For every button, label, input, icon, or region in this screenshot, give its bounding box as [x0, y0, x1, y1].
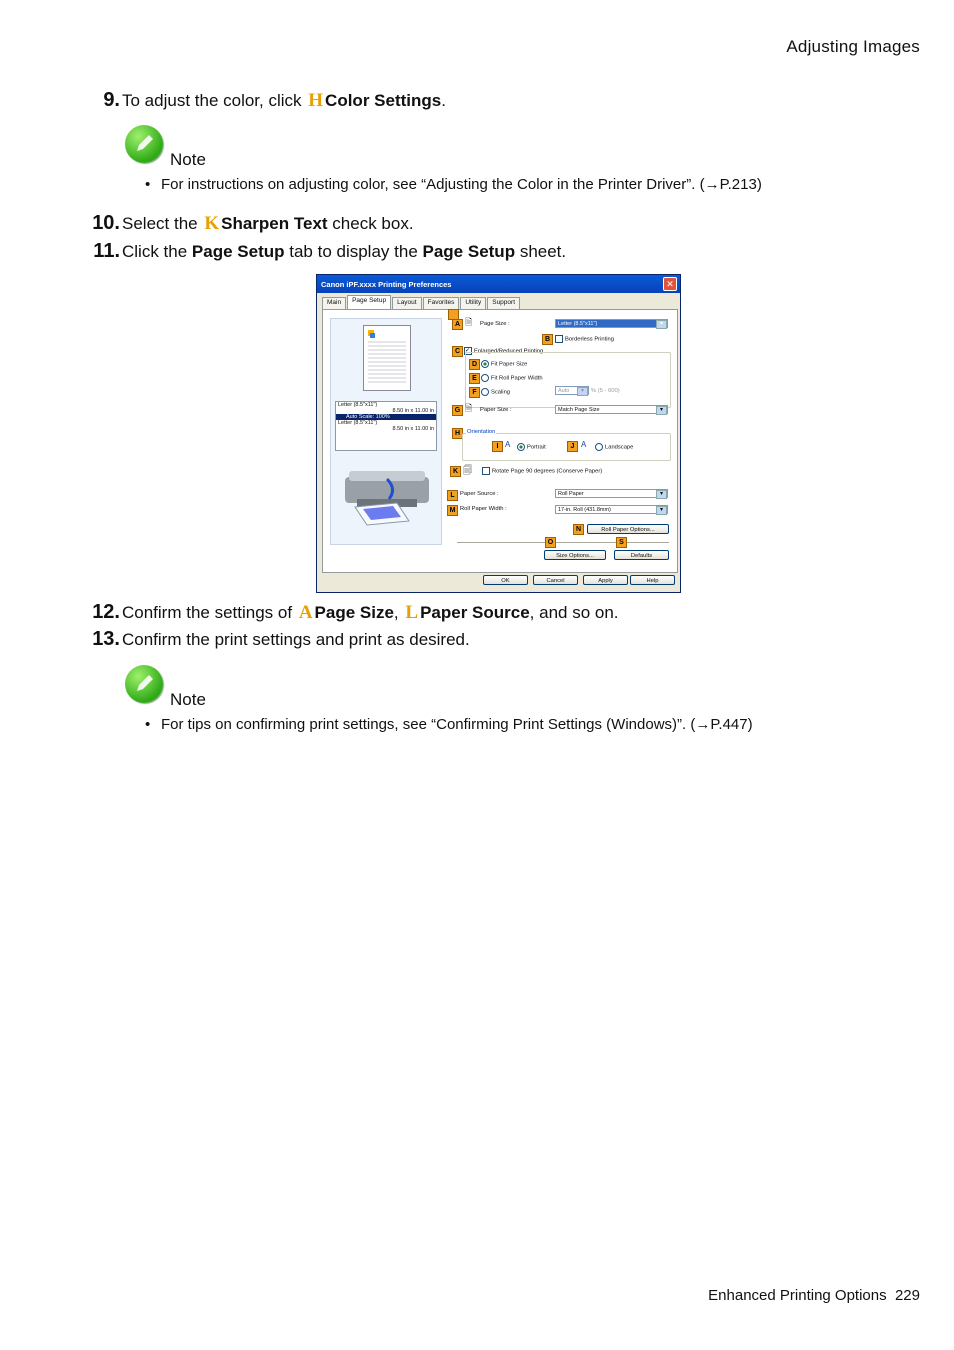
printing-preferences-dialog	[316, 274, 681, 593]
roll-paper-options-button[interactable]: Roll Paper Options...	[587, 524, 669, 534]
step-number: 10.	[92, 212, 120, 234]
enlarged-checkbox[interactable]: ✓ Enlarged/Reduced Printing	[465, 348, 544, 355]
tab-utility[interactable]: Utility	[460, 297, 486, 309]
tab-page-setup[interactable]: Page Setup	[347, 295, 391, 309]
close-icon[interactable]: ✕	[663, 277, 677, 291]
separator	[457, 542, 669, 543]
step-number: 9.	[103, 89, 120, 111]
callout-a: A	[452, 319, 463, 330]
step-10	[82, 212, 414, 235]
step-text: Confirm the print settings and print as desired.	[122, 630, 470, 649]
apply-button[interactable]: Apply	[583, 575, 628, 585]
rotate-icon: 🗐	[463, 465, 472, 475]
callout-m: M	[447, 505, 458, 516]
callout-k: K	[450, 466, 461, 477]
printer-illustration-icon	[337, 459, 437, 529]
step-11	[82, 240, 566, 263]
step-9	[82, 89, 446, 112]
enlarged-label: Enlarged/Reduced Printing	[474, 348, 544, 355]
landscape-label: Landscape	[605, 444, 634, 451]
step-bold-term: Page Setup	[191, 242, 285, 261]
scaling-label: Scaling	[491, 389, 511, 396]
defaults-button[interactable]: Defaults	[614, 550, 669, 560]
callout-letter: A	[298, 602, 313, 623]
step-text-mid: ,	[393, 603, 404, 622]
step-bold-term: Color Settings	[325, 91, 442, 110]
callout-letter: K	[204, 213, 220, 234]
callout-j: J	[567, 441, 578, 452]
callout-b: B	[542, 334, 553, 345]
fit-paper-label: Fit Paper Size	[491, 361, 528, 368]
landscape-icon: A	[581, 440, 587, 449]
step-bold-term-2: Page Setup	[422, 242, 516, 261]
scaling-radio[interactable]	[481, 388, 510, 396]
callout-l: L	[447, 490, 458, 501]
help-button[interactable]: Help	[630, 575, 675, 585]
note-pencil-icon	[125, 125, 163, 163]
callout-o: O	[545, 537, 556, 548]
fit-roll-label: Fit Roll Paper Width	[491, 375, 543, 382]
callout-letter: H	[308, 90, 324, 111]
callout-h: H	[452, 428, 463, 439]
note-text: For instructions on adjusting color, see “Adjusting the Color in the Printer Driver”. (→P.213)	[161, 176, 762, 193]
orientation-label: Orientation	[467, 429, 496, 435]
info-paper-size: Letter (8.5"x11")	[338, 420, 378, 426]
ok-button[interactable]: OK	[483, 575, 528, 585]
callout-c: C	[452, 346, 463, 357]
note-pencil-icon	[125, 665, 163, 703]
info-page-size: Letter (8.5"x11")	[338, 402, 378, 408]
size-options-button[interactable]: Size Options...	[544, 550, 606, 560]
scaling-input[interactable]: Auto ▾	[555, 386, 589, 395]
callout-f: F	[469, 387, 480, 398]
step-12	[82, 601, 619, 624]
step-number: 11.	[93, 240, 120, 262]
step-text-end: check box.	[327, 214, 414, 233]
step-text-end: .	[441, 91, 446, 110]
note-bullet: • For instructions on adjusting color, see “Adjusting the Color in the Printer Driver”. (→P.213)	[145, 176, 762, 193]
step-13	[82, 628, 470, 651]
page-size-icon: 🗎	[465, 317, 473, 327]
step-text: Select the	[122, 214, 198, 233]
portrait-radio[interactable]	[517, 443, 546, 451]
portrait-label: Portrait	[527, 444, 546, 451]
step-number: 13.	[92, 628, 120, 650]
preview-info-box	[335, 401, 437, 451]
step-bold-term: Page Size	[314, 603, 394, 622]
page-preview-thumbnail	[363, 325, 411, 391]
info-page-dim: 8.50 in x 11.00 in	[392, 408, 434, 414]
callout-i: I	[492, 441, 503, 452]
page-size-label: Page Size :	[480, 321, 510, 327]
fit-paper-radio[interactable]	[481, 360, 527, 368]
step-text: Confirm the settings of	[122, 603, 293, 622]
note-bullet: • For tips on confirming print settings, see “Confirming Print Settings (Windows)”. (→P.447)	[145, 716, 753, 733]
cancel-button[interactable]: Cancel	[533, 575, 578, 585]
paper-size-label: Paper Size :	[480, 407, 512, 413]
step-text-mid: tab to display the	[284, 242, 423, 261]
paper-size-select[interactable]: Match Page Size ▾	[555, 405, 668, 414]
page-size-select[interactable]: Letter (8.5"x11") ▾	[555, 319, 668, 328]
tab-main[interactable]: Main	[322, 297, 346, 309]
page-number: 229	[894, 1287, 920, 1304]
step-number: 12.	[92, 601, 120, 623]
step-text: Click the	[122, 242, 188, 261]
callout-letter-2: L	[405, 602, 419, 623]
step-text-end: , and so on.	[529, 603, 619, 622]
info-scale: Auto Scale: 100%	[336, 414, 436, 420]
info-paper-dim: 8.50 in x 11.00 in	[392, 426, 434, 432]
fit-roll-radio[interactable]	[481, 374, 543, 382]
callout-g: G	[452, 405, 463, 416]
callout-n: N	[573, 524, 584, 535]
note-text: For tips on confirming print settings, see “Confirming Print Settings (Windows)”. (→P.447)	[161, 716, 753, 733]
paper-size-icon: 🗎	[465, 403, 473, 413]
landscape-radio[interactable]	[595, 443, 633, 451]
footer-section: Enhanced Printing Options	[708, 1287, 887, 1304]
rotate-label: Rotate Page 90 degrees (Conserve Paper)	[492, 468, 603, 475]
note-label: Note	[170, 690, 206, 709]
borderless-checkbox[interactable]	[555, 335, 614, 343]
roll-width-label: Roll Paper Width :	[460, 506, 507, 512]
running-footer	[708, 1287, 920, 1304]
note-label: Note	[170, 150, 206, 169]
step-text-end: sheet.	[515, 242, 567, 261]
callout-e: E	[469, 373, 480, 384]
portrait-icon: A	[505, 440, 511, 449]
borderless-label: Borderless Printing	[565, 336, 614, 343]
tab-support[interactable]: Support	[487, 297, 520, 309]
dialog-title: Canon iPF.xxxx Printing Preferences	[317, 275, 680, 293]
tab-favorites[interactable]: Favorites	[423, 297, 460, 309]
roll-width-select[interactable]: 17-in. Roll (431.8mm) ▾	[555, 505, 668, 514]
step-text: To adjust the color, click	[122, 91, 302, 110]
paper-source-select[interactable]: Roll Paper ▾	[555, 489, 668, 498]
step-bold-term-2: Paper Source	[420, 603, 530, 622]
callout-d: D	[469, 359, 480, 370]
running-header: Adjusting Images	[786, 37, 920, 56]
dialog-tabs	[322, 297, 521, 309]
preview-pane	[330, 318, 442, 545]
rotate-checkbox[interactable]	[482, 467, 602, 475]
paper-source-label: Paper Source :	[460, 491, 499, 497]
scaling-range: % (5 - 600)	[591, 388, 620, 394]
callout-s: S	[616, 537, 627, 548]
step-bold-term: Sharpen Text	[221, 214, 328, 233]
tab-layout[interactable]: Layout	[392, 297, 422, 309]
